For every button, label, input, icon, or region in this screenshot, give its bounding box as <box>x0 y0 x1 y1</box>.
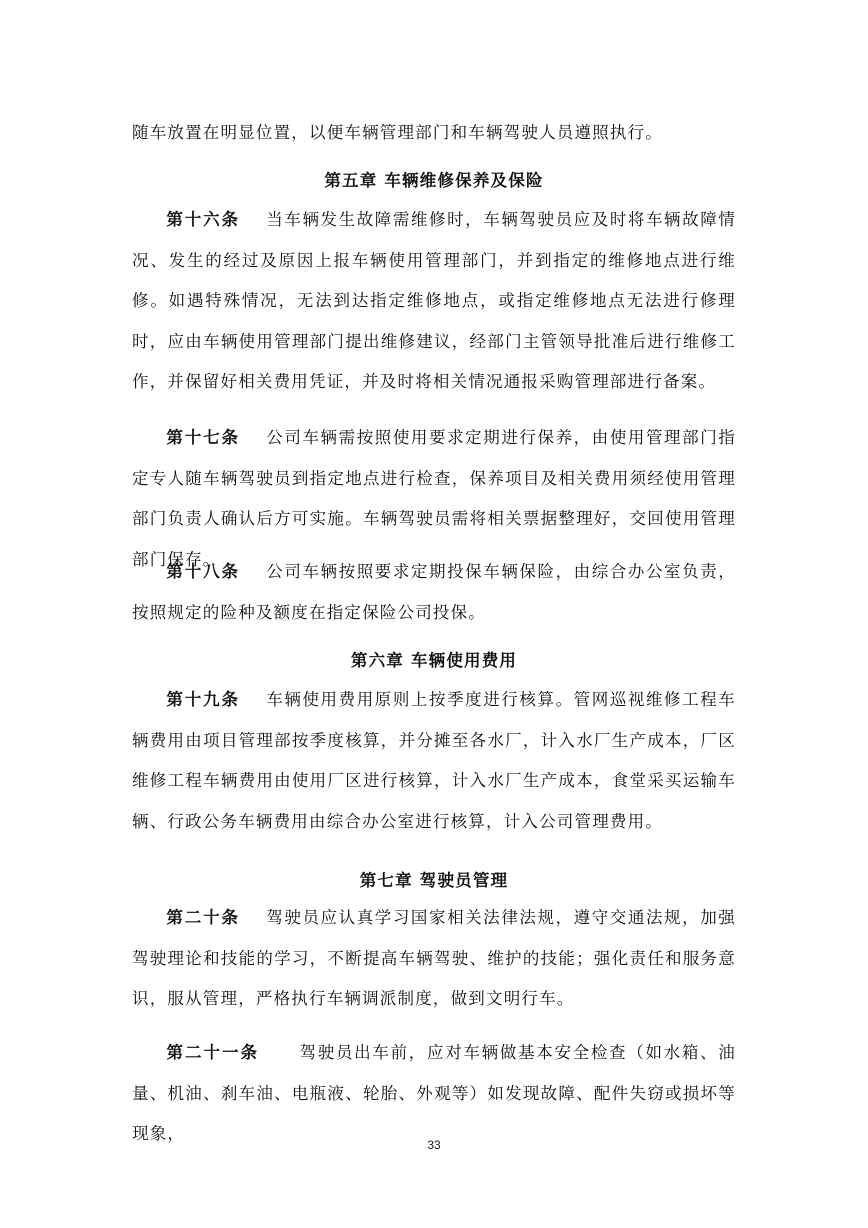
article-17-label: 第十七条 <box>166 428 240 447</box>
article-18-text: 公司车辆按照要求定期投保车辆保险，由综合办公室负责，按照规定的险种及额度在指定保险公司投保。 <box>132 562 737 622</box>
article-16-paragraph <box>132 200 736 403</box>
chapter-seven-heading: 第七章 驾驶员管理 <box>359 871 509 890</box>
article-16-label: 第十六条 <box>166 210 240 229</box>
article-21-text: 驾驶员出车前，应对车辆做基本安全检查（如水箱、油量、机油、刹车油、电瓶液、轮胎、外观等）如发现故障、配件失窃或损坏等现象， <box>132 1043 736 1143</box>
article-19-paragraph <box>132 680 736 842</box>
article-17-text: 公司车辆需按照使用要求定期进行保养，由使用管理部门指定专人随车辆驾驶员到指定地点进行检查，保养项目及相关费用须经使用管理部门负责人确认后方可实施。车辆驾驶员需将相关票据整理好，交回使用管理部门保存。 <box>132 428 737 569</box>
article-21-label: 第二十一条 <box>166 1043 260 1062</box>
article-18-paragraph <box>132 552 736 633</box>
continuation-paragraph <box>132 113 736 154</box>
article-21-paragraph <box>132 1033 736 1155</box>
page-number: 33 <box>427 1138 441 1152</box>
article-19-text: 车辆使用费用原则上按季度进行核算。管网巡视维修工程车辆费用由项目管理部按季度核算，并分摊至各水厂，计入水厂生产成本，厂区维修工程车辆费用由使用厂区进行核算，计入水厂生产成本，食堂采买运输车辆、行政公务车辆费用由综合办公室进行核算，计入公司管理费用。 <box>132 690 737 831</box>
chapter-five-heading: 第五章 车辆维修保养及保险 <box>324 171 544 190</box>
chapter-six-heading: 第六章 车辆使用费用 <box>350 651 518 670</box>
article-20-paragraph <box>132 898 736 1020</box>
article-20-text: 驾驶员应认真学习国家相关法律法规，遵守交通法规，加强驾驶理论和技能的学习，不断提高车辆驾驶、维护的技能；强化责任和服务意识，服从管理，严格执行车辆调派制度，做到文明行车。 <box>132 908 737 1008</box>
article-16-text: 当车辆发生故障需维修时，车辆驾驶员应及时将车辆故障情况、发生的经过及原因上报车辆使用管理部门，并到指定的维修地点进行维修。如遇特殊情况，无法到达指定维修地点，或指定维修地点无法进行修理时，应由车辆使用管理部门提出维修建议，经部门主管领导批准后进行维修工作，并保留好相关费用凭证，并及时将相关情况通报采购管理部进行备案。 <box>132 210 737 391</box>
article-19-label: 第十九条 <box>166 690 240 709</box>
article-18-label: 第十八条 <box>166 562 240 581</box>
article-20-label: 第二十条 <box>166 908 240 927</box>
continuation-text: 随车放置在明显位置，以便车辆管理部门和车辆驾驶人员遵照执行。 <box>132 123 663 142</box>
